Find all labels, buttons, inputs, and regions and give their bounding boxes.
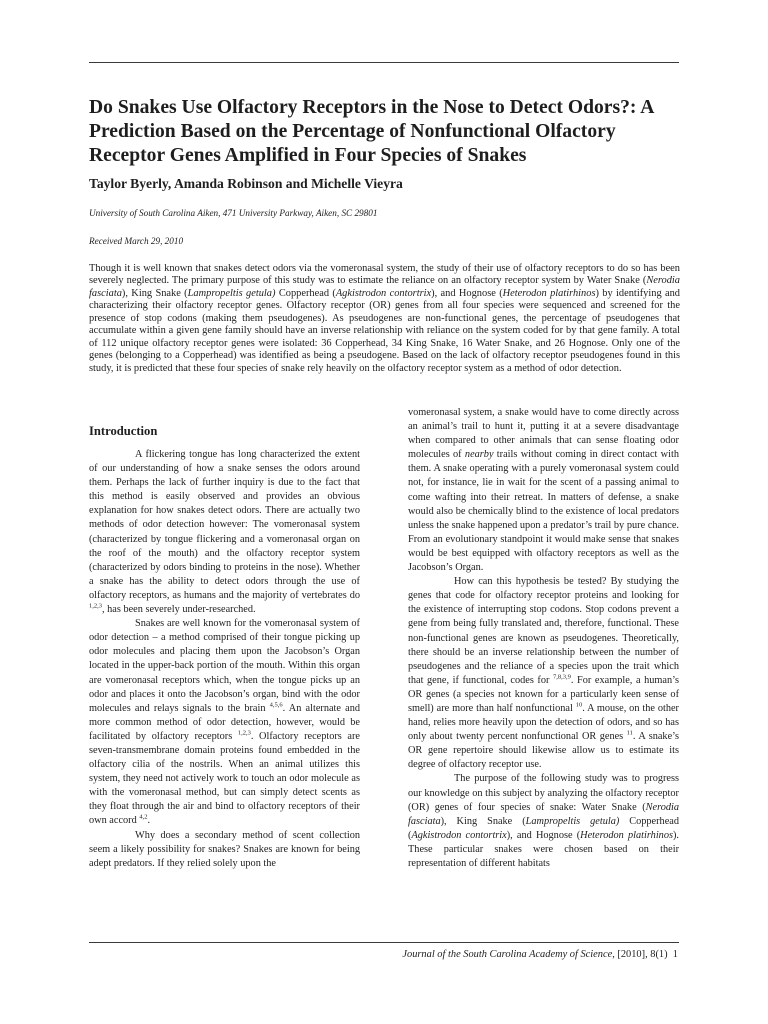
page-footer bbox=[402, 949, 678, 960]
footer-rule bbox=[89, 942, 679, 943]
intro-paragraph-2: Snakes are well known for the vomeronasal system of odor detection – a method comprised of their tongue picking up odor molecules and placing them upon the Jacobson’s Organ located in the upper-back portion of the mouth. Within this organ are vomeronasal receptors which, when the tongue picks up an odor and places it onto the Jacobson’s organ, bind with the odor molecules and relays signals to the brain $^{4,5,6}$. An alternate and more common method of odor detection, however, would be facilitated by olfactory receptors $^{1,2,3}$. Olfactory receptors are seven-transmembrane domain proteins found embedded in the olfactory cilia of the nostrils. When an animal utilizes this system, they need not actively work to touch an odor molecule as with the vomeronasal method, but can simply detect scents as they float through the air and bind to olfactory receptors of their own accord $^{4,2}$. bbox=[89, 618, 361, 827]
intro-paragraph-1: A flickering tongue has long characterized the extent of our understanding of how a snake senses the odors around them. Perhaps the lack of further inquiry is due to the fact that this method is easily observed and provides an obvious explanation for how snakes detect odors. There are actually two methods of odor detection however: The vomeronasal system (characterized by tongue flickering and a vomeronasal organ on the roof of the mouth) and the olfactory receptor system (characterized by odors binding to proteins in the nose). Whether a snake has the ability to detect odors through the use of olfactory receptors, as humans and the majority of vertebrates do $^{1,2,3}$, has been severely under-researched. bbox=[89, 449, 360, 616]
journal-name: Journal of the South Carolina Academy of Science bbox=[402, 949, 613, 960]
top-rule bbox=[89, 62, 679, 63]
journal-citation: , [2010], 8(1) bbox=[612, 949, 668, 960]
affiliation: University of South Carolina Aiken, 471 University Parkway, Aiken, SC 29801 bbox=[89, 208, 378, 218]
page-number: 1 bbox=[672, 949, 678, 960]
section-heading-introduction: Introduction bbox=[89, 424, 158, 438]
intro-paragraph-3: Why does a secondary method of scent collection seem a likely possibility for snakes? Snakes are known for being adept predators. If they relied solely upon the bbox=[89, 829, 360, 869]
received-date: Received March 29, 2010 bbox=[89, 236, 184, 246]
intro-paragraph-3-continued: vomeronasal system, a snake would have to come directly across an animal’s trail to hunt it, putting it at a severe disadvantage when compared to other animals that can sense floating odor molecules of nearby trails without coming in direct contact with them. A snake operating with a purely vomeronasal system could not, for instance, lie in wait for the scent of a passing animal to come wafting into their retreat. In matters of defense, a snake would also be chemically blind to the existence of local predators unless the snake happened upon a predator’s trail by pure chance. From an evolutionary standpoint it would make sense that snakes would be best equipped with olfactory receptors as well as the Jacobson’s Organ. bbox=[408, 407, 679, 574]
intro-paragraph-5: The purpose of the following study was to progress our knowledge on this subject by analyzing the olfactory receptor (OR) genes of four species of snake: Water Snake (Nerodia fasciata), King Snake (Lampropeltis getula) Copperhead (Agkistrodon contortrix), and Hognose (Heterodon platirhinos). These particular snakes were chosen based on their representation of different habitats bbox=[408, 773, 680, 869]
author-list: Taylor Byerly, Amanda Robinson and Michelle Vieyra bbox=[89, 176, 403, 191]
intro-paragraph-4: How can this hypothesis be tested? By studying the genes that code for olfactory receptor proteins and looking for the existence of interrupting stop codons. Stop codons prevent a gene from being fully translated and, therefore, functional. These non-functional genes are known as pseudogenes. Theoretically, there should be an inverse relationship between the number of pseudogenes and the reliance of a species upon the trait which that gene, if functional, codes for $^{7,8,3,9}$. For example, a human’s OR genes (a species not known for a particularly keen sense of smell) are more than half nonfunctional $^{10}$. A mouse, on the other hand, relies more heavily upon the detection of odors, and so has only about twenty percent nonfunctional OR genes $^{11}$. A snake’s OR gene repertoire should likewise allow us to estimate its degree of olfactory receptor use. bbox=[408, 576, 680, 771]
left-column bbox=[89, 448, 360, 871]
paper-title: Do Snakes Use Olfactory Receptors in the Nose to Detect Odors?: A Prediction Based on the Percentage of Nonfunctional Olfactory Receptor Genes Amplified in Four Species of Snakes bbox=[89, 97, 654, 166]
abstract: Though it is well known that snakes detect odors via the vomeronasal system, the study of their use of olfactory receptors to do so has been severely neglected. The primary purpose of this study was to estimate the reliance on an olfactory receptor system by Water Snake (Nerodia fasciata), King Snake (Lampropeltis getula) Copperhead (Agkistrodon contortrix), and Hognose (Heterodon platirhinos) by identifying and characterizing their olfactory receptor genes. Olfactory receptor (OR) genes from all four species were sequenced and screened for the presence of stop codons (making them pseudogenes). As pseudogenes are non-functional genes, the percentage of pseudogenes that accumulate within a given gene family should have an inverse relationship with reliance on the system coded for by that gene family. A total of 112 unique olfactory receptor genes were isolated: 36 Copperhead, 34 King Snake, 16 Water Snake, and 26 Hognose. Only one of the genes (belonging to a Copperhead) was identified as being a pseudogene. Based on the lack of olfactory receptor pseudogenes found in this study, it is predicted that these four species of snake rely heavily on the olfactory receptor system as a method of odor detection. bbox=[89, 263, 680, 374]
right-column bbox=[408, 406, 679, 871]
